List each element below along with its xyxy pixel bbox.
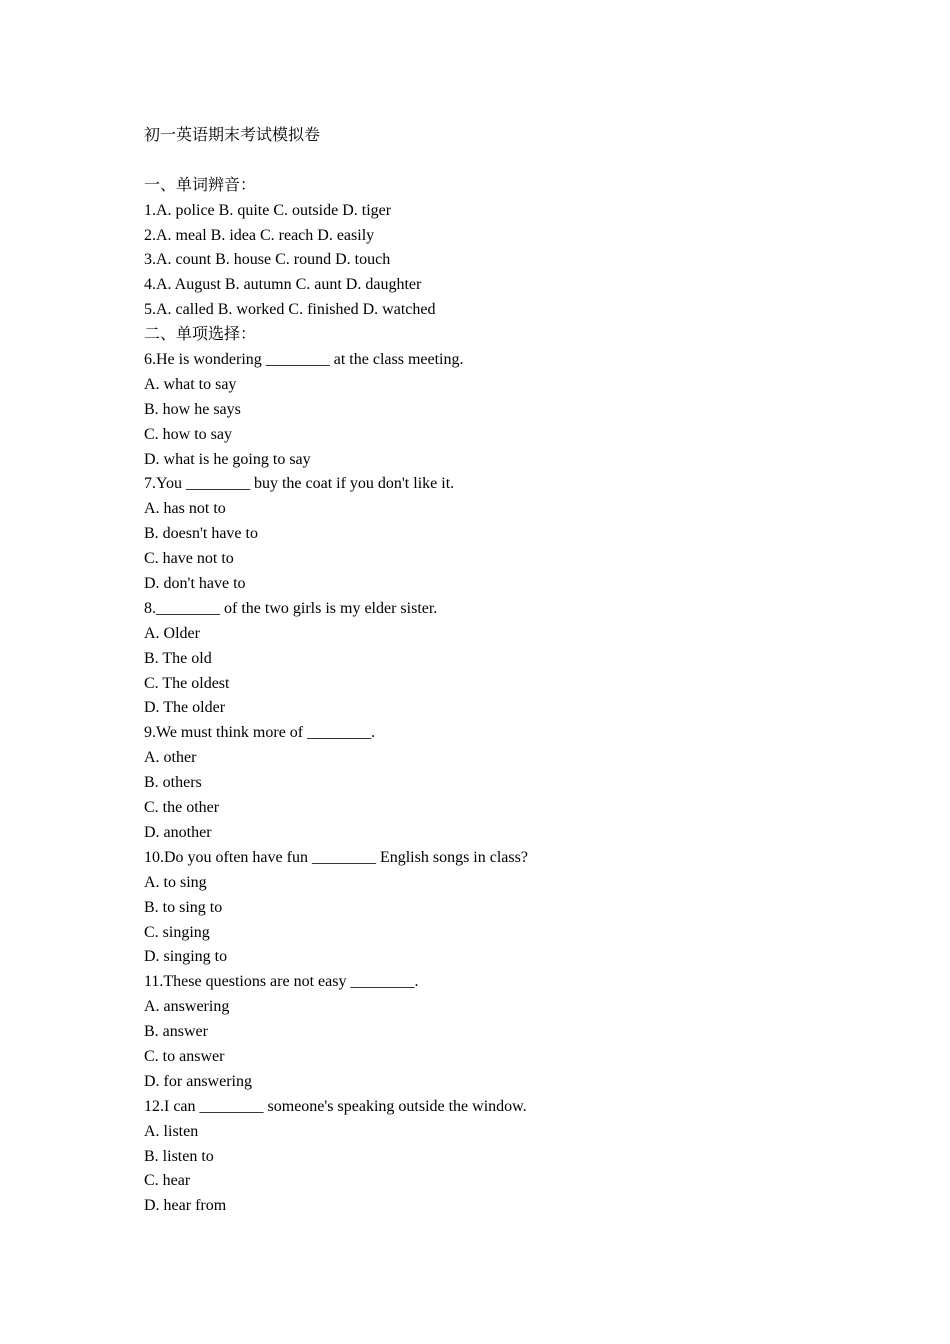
phonetics-item-2: 2.A. meal B. idea C. reach D. easily [144, 226, 375, 244]
question-9-option-a: A. other [144, 749, 197, 767]
question-12-option-c: C. hear [144, 1172, 191, 1190]
question-stem-7: 7.You ________ buy the coat if you don't like it. [144, 475, 455, 493]
section-heading-phonetics: 一、单词辨音： [144, 176, 257, 194]
question-7-option-d: D. don't have to [144, 575, 246, 593]
question-12-option-b: B. listen to [144, 1147, 214, 1165]
question-10-option-d: D. singing to [144, 948, 228, 966]
section-heading-multiple-choice: 二、单项选择： [144, 326, 257, 344]
question-stem-9: 9.We must think more of ________. [144, 724, 376, 742]
question-7-option-c: C. have not to [144, 550, 234, 568]
question-stem-10: 10.Do you often have fun ________ English songs in class? [144, 848, 528, 866]
question-12-option-d: D. hear from [144, 1197, 227, 1215]
question-stem-6: 6.He is wondering ________ at the class meeting. [144, 351, 464, 369]
question-8-option-a: A. Older [144, 624, 200, 642]
question-7-option-b: B. doesn't have to [144, 525, 258, 543]
question-11-option-d: D. for answering [144, 1072, 252, 1090]
question-11-option-a: A. answering [144, 998, 230, 1016]
phonetics-item-4: 4.A. August B. autumn C. aunt D. daughter [144, 276, 422, 294]
question-8-option-b: B. The old [144, 649, 212, 667]
phonetics-item-3: 3.A. count B. house C. round D. touch [144, 251, 391, 269]
question-10-option-a: A. to sing [144, 873, 207, 891]
document-body [144, 124, 844, 1219]
question-stem-11: 11.These questions are not easy ________. [144, 973, 419, 991]
question-8-option-d: D. The older [144, 699, 226, 717]
document-title: 初一英语期末考试模拟卷 [144, 127, 321, 144]
question-6-option-a: A. what to say [144, 375, 237, 393]
question-12-option-a: A. listen [144, 1122, 199, 1140]
question-10-option-c: C. singing [144, 923, 210, 941]
question-6-option-d: D. what is he going to say [144, 450, 311, 468]
question-6-option-c: C. how to say [144, 425, 232, 443]
question-stem-8: 8.________ of the two girls is my elder sister. [144, 599, 438, 617]
question-9-option-d: D. another [144, 823, 212, 841]
phonetics-item-1: 1.A. police B. quite C. outside D. tiger [144, 201, 392, 219]
question-10-option-b: B. to sing to [144, 898, 223, 916]
question-9-option-c: C. the other [144, 799, 220, 817]
question-11-option-c: C. to answer [144, 1047, 225, 1065]
question-6-option-b: B. how he says [144, 400, 241, 418]
question-8-option-c: C. The oldest [144, 674, 230, 692]
question-stem-12: 12.I can ________ someone's speaking outside the window. [144, 1097, 527, 1115]
phonetics-item-5: 5.A. called B. worked C. finished D. watched [144, 301, 436, 319]
question-7-option-a: A. has not to [144, 500, 226, 518]
question-11-option-b: B. answer [144, 1023, 208, 1041]
question-9-option-b: B. others [144, 774, 202, 792]
